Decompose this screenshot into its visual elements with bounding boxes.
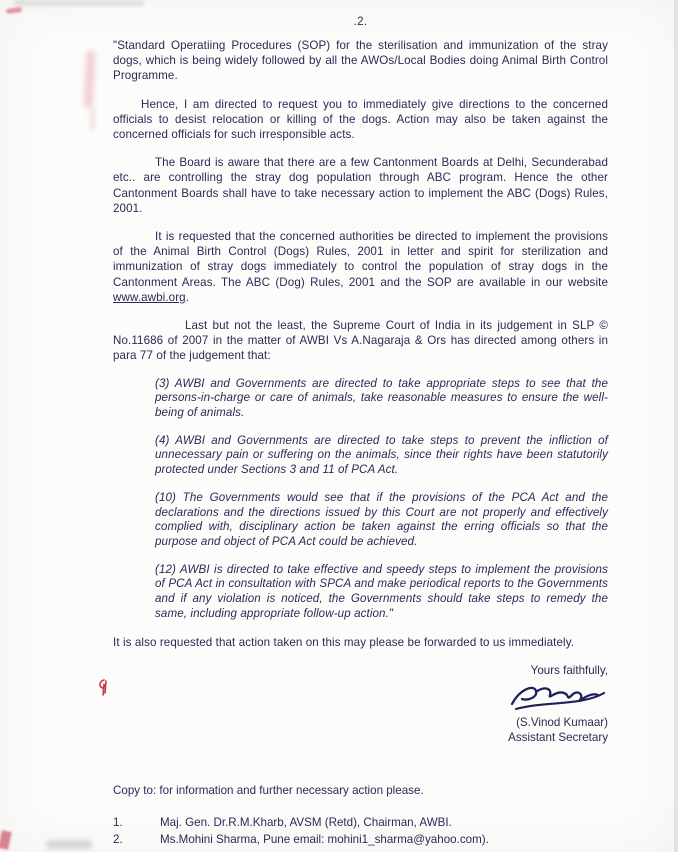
red-pen-mark — [95, 678, 111, 698]
paragraph-sop: "Standard Operatiing Procedures (SOP) for the sterilisation and immunization of the stray dogs, which is being widely followed by all the AWOs/Local Bodies doing Animal Birth Control Programme. — [113, 39, 608, 83]
paragraph-abc-rules-period: . — [185, 290, 190, 304]
letter-body — [113, 16, 608, 849]
copy-to-block — [113, 783, 608, 847]
signature — [458, 680, 608, 714]
quote-para-10: (10) The Governments would see that if the provisions of the PCA Act and the declarations and the directions issued by this Court are not properly and effectively complied with, disciplinary action be taken against the erring officials so that the purpose and object of PCA Act could be achieved. — [155, 490, 608, 548]
signatory-name: (S.Vinod Kumaar) — [516, 715, 608, 729]
awbi-website-link[interactable]: www.awbi.org — [113, 290, 186, 304]
paragraph-cantonment-boards: The Board is aware that there are a few Cantonment Boards at Delhi, Secunderabad etc.. are controlling the stray dog population through ABC program. Hence the other Cantonment Boards shall have to take necessary action to implement the ABC (Dogs) Rules, 2001. — [113, 156, 608, 215]
closing-block — [458, 663, 608, 745]
scan-smudge-bottom — [46, 840, 92, 849]
signature-scribble — [504, 680, 608, 714]
quote-para-3: (3) AWBI and Governments are directed to take appropriate steps to see that the persons-in-charge or care of animals, take reasonable measures to ensure the well-being of animals. — [155, 376, 608, 420]
paragraph-action-taken: It is also requested that action taken on this may please be forwarded to us immediately. — [113, 635, 575, 649]
signatory-title: Assistant Secretary — [508, 730, 608, 744]
page-number: .2. — [353, 16, 368, 28]
quote-para-4: (4) AWBI and Governments are directed to take steps to prevent the infliction of unnecessary pain or suffering on the animals, since their rights have been statutorily protected under Sections 3 and 11 of PCA Act. — [155, 433, 608, 477]
salutation: Yours faithfully, — [530, 663, 608, 677]
list-item-text: Maj. Gen. Dr.R.M.Kharb, AVSM (Retd), Chairman, AWBI. — [160, 815, 452, 829]
list-item-text: Ms.Mohini Sharma, Pune email: mohini1_sharma@yahoo.com). — [160, 832, 489, 846]
judgement-quotes — [113, 377, 608, 622]
red-mark-bottom-left — [0, 830, 12, 850]
list-item-number: 1. — [113, 815, 123, 829]
paragraph-abc-rules-website — [113, 229, 608, 305]
scan-edge-right — [674, 0, 678, 852]
list-item — [113, 815, 608, 830]
copy-to-heading: Copy to: for information and further necessary action please. — [113, 783, 424, 797]
list-item-number: 2. — [113, 832, 123, 846]
red-smudge-left-edge — [83, 50, 95, 108]
red-smudge-left-edge-2 — [90, 108, 95, 130]
red-mark-top-left — [6, 7, 23, 14]
list-item — [113, 832, 608, 847]
scan-smudge-top — [14, 0, 144, 6]
paragraph-abc-rules-text: It is requested that the concerned authorities be directed to implement the provisions of the Animal Birth Control (Dogs) Rules, 2001 in letter and spirit for sterilization and immunization of stray dogs immediately to control the population of stray dogs in the Cantonment Areas. The ABC (Dog) Rules, 2001 and the SOP are available in our website — [113, 230, 608, 289]
paragraph-supreme-court: Last but not the least, the Supreme Court of India in its judgement in SLP © No.11686 of 2007 in the matter of AWBI Vs A.Nagaraja & Ors has directed among others in para 77 of the judgement that: — [113, 319, 608, 363]
quote-para-12: (12) AWBI is directed to take effective and speedy steps to implement the provisions of PCA Act in consultation with SPCA and make periodical reports to the Governments and if any violation is noticed, the Governments should take steps to remedy the same, including appropriate follow-up action." — [155, 562, 608, 620]
paragraph-request-directions: Hence, I am directed to request you to immediately give directions to the concerned officials to desist relocation or killing of the dogs. Action may also be taken against the concerned officials for such irresponsible acts. — [113, 97, 608, 142]
copy-to-list — [113, 815, 608, 847]
